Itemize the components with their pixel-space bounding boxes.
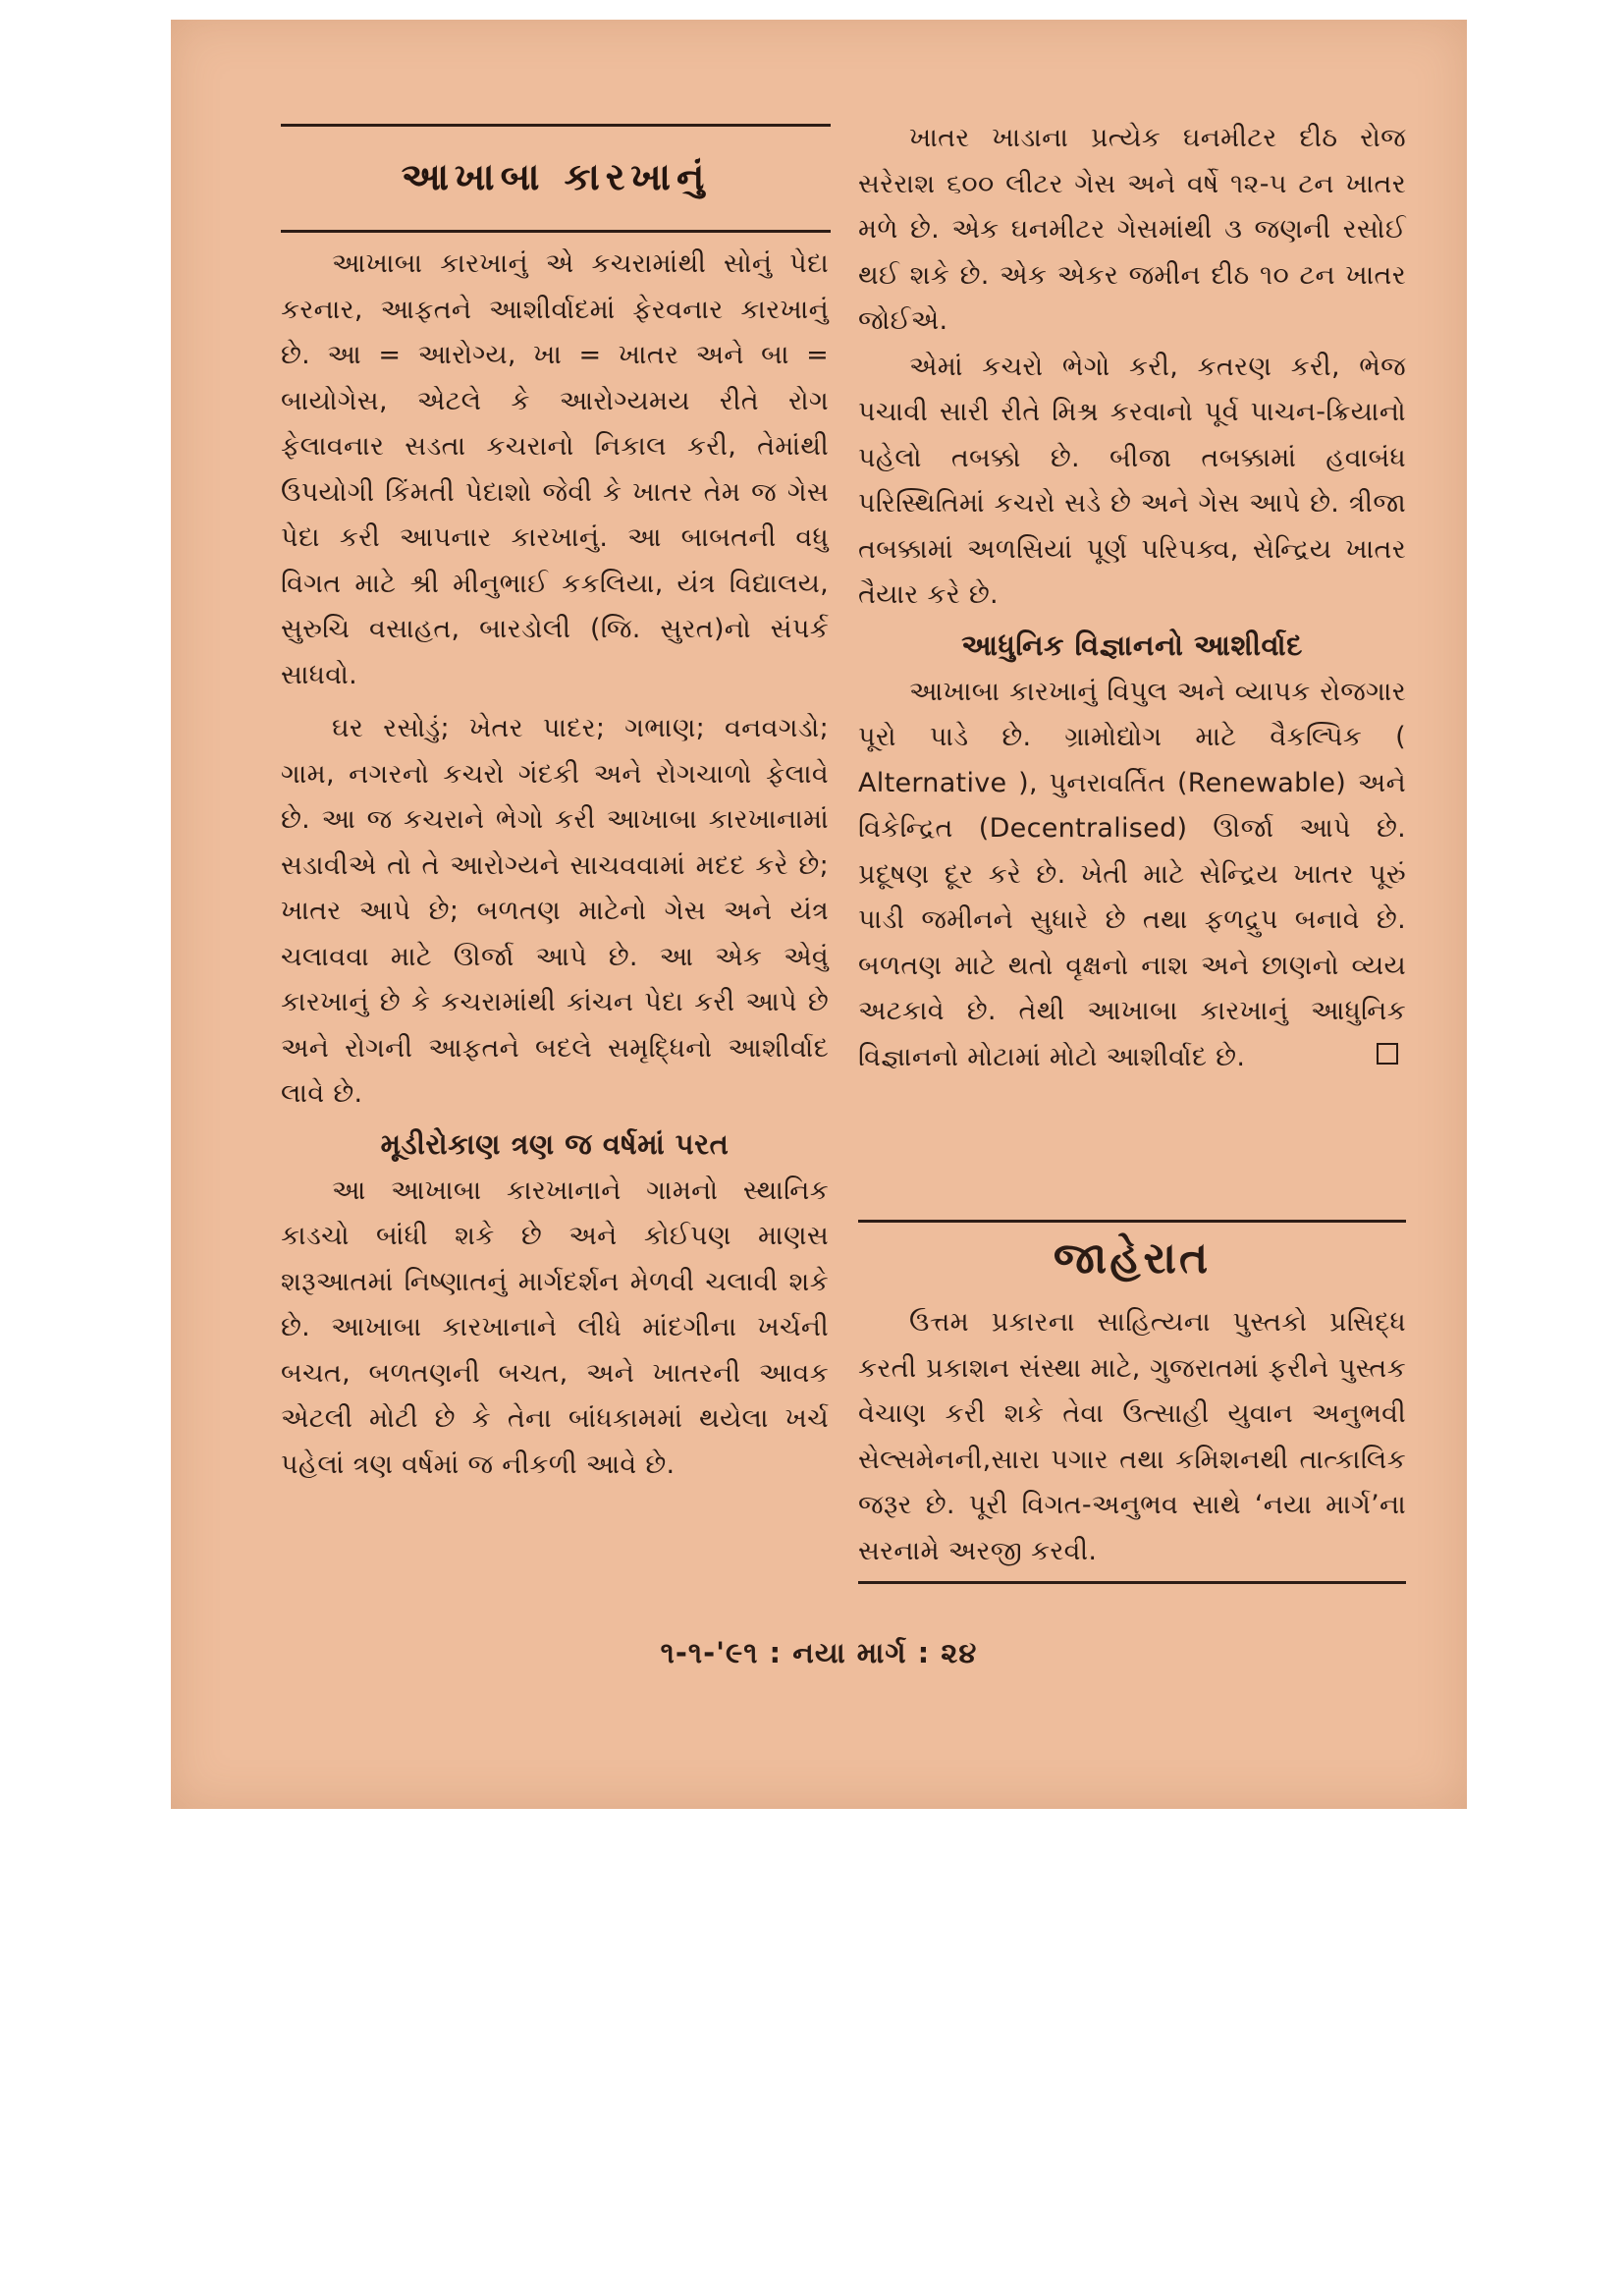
ad-title: જાહેરાત: [1053, 1233, 1212, 1284]
end-mark-icon: [1377, 1043, 1398, 1065]
body-paragraph: ઘર રસોડું; ખેતર પાદર; ગભાણ; વનવગડો; ગામ, નગરનો કચરો ગંદકી અને રોગચાળો ફેલાવે છે. આ જ કચરાને ભેગો કરી આખાબા કારખાનામાં સડાવીએ તો તે આરોગ્યને સાચવવામાં મદદ કરે છે; ખાતર આપે છે; બળતણ માટેનો ગેસ અને યંત્ર ચલાવવા માટે ઊર્જા આપે છે. આ એક એવું કારખાનું છે કે કચરામાંથી કાંચન પેદા કરી આપે છે અને રોગની આફતને બદલે સમૃદ્ધિનો આશીર્વાદ લાવે છે.: [281, 713, 829, 1109]
left-column: [281, 242, 829, 1488]
ad-rule-bottom: [858, 1581, 1406, 1584]
ad-box: [858, 1300, 1406, 1574]
title-rule-top: [281, 124, 831, 127]
body-paragraph: આખાબા કારખાનું એ કચરામાંથી સોનું પેદા કરનાર, આફતને આશીર્વાદમાં ફેરવનાર કારખાનું છે. આ = આરોગ્ય, ખા = ખાતર અને બા = બાયોગેસ, એટલે કે આરોગ્યમય રીતે રોગ ફેલાવનાર સડતા કચરાનો નિકાલ કરી, તેમાંથી ઉપયોગી કિંમતી પેદાશો જેવી કે ખાતર તેમ જ ગેસ પેદા કરી આપનાર કારખાનું. આ બાબતની વધુ વિગત માટે શ્રી મીનુભાઈ કકલિયા, યંત્ર વિદ્યાલય, સુરુચિ વસાહત, બારડોલી (જિ. સુરત)નો સંપર્ક સાધવો.: [281, 248, 829, 690]
body-paragraph: આ આખાબા કારખાનાને ગામનો સ્થાનિક કાડચો બાંધી શકે છે અને કોઈપણ માણસ શરૂઆતમાં નિષ્ણાતનું માર્ગદર્શન મેળવી ચલાવી શકે છે. આખાબા કારખાનાને લીધે માંદગીના ખર્ચની બચત, બળતણની બચત, અને ખાતરની આવક એટલી મોટી છે કે તેના બાંધકામમાં થયેલા ખર્ચ પહેલાં ત્રણ વર્ષમાં જ નીકળી આવે છે.: [281, 1175, 829, 1480]
article-title: આખાબા કારખાનું: [401, 155, 711, 198]
body-paragraph: આખાબા કારખાનું વિપુલ અને વ્યાપક રોજગાર પૂરો પાડે છે. ગ્રામોદ્યોગ માટે વૈકલ્પિક ( Alternative ), પુનરાવર્તિત (Renewable) અને વિકેન્દ્રિત (Decentralised) ઊર્જા આપે છે. પ્રદૂષણ દૂર કરે છે. ખેતી માટે સેન્દ્રિય ખાતર પૂરું પાડી જમીનને સુધારે છે તથા ફળદ્રુપ બનાવે છે. બળતણ માટે થતો વૃક્ષનો નાશ અને છાણનો વ્યય અટકાવે છે. તેથી આખાબા કારખાનું આધુનિક વિજ્ઞાનનો મોટામાં મોટો આશીર્વાદ છે.: [858, 676, 1406, 1072]
ad-rule-top: [858, 1220, 1406, 1223]
body-paragraph: એમાં કચરો ભેગો કરી, કતરણ કરી, ભેજ પચાવી સારી રીતે મિશ્ર કરવાનો પૂર્વ પાચન-ક્રિયાનો પહેલો તબક્કો છે. બીજા તબક્કામાં હવાબંધ પરિસ્થિતિમાં કચરો સડે છે અને ગેસ આપે છે. ત્રીજા તબક્કામાં અળસિયાં પૂર્ણ પરિપક્વ, સેન્દ્રિય ખાતર તૈયાર કરે છે.: [858, 351, 1406, 610]
body-paragraph: ખાતર ખાડાના પ્રત્યેક ઘનમીટર દીઠ રોજ સરેરાશ ૬૦૦ લીટર ગેસ અને વર્ષે ૧૨-૫ ટન ખાતર મળે છે. એક ઘનમીટર ગેસમાંથી ૩ જણની રસોઈ થઈ શકે છે. એક એકર જમીન દીઠ ૧૦ ટન ખાતર જોઈએ.: [858, 123, 1406, 336]
section-heading: મૂડીરોકાણ ત્રણ જ વર્ષમાં પરત: [380, 1126, 730, 1161]
right-column: [858, 116, 1406, 1080]
magazine-page: [171, 20, 1467, 1809]
section-heading: આધુનિક વિજ્ઞાનનો આશીર્વાદ: [961, 628, 1303, 662]
title-rule-bottom: [281, 230, 831, 233]
page-footer: ૧-૧-'૯૧ : નયા માર્ગ : ૨૪: [660, 1636, 978, 1669]
ad-text: ઉત્તમ પ્રકારના સાહિત્યના પુસ્તકો પ્રસિદ્ધ કરતી પ્રકાશન સંસ્થા માટે, ગુજરાતમાં ફરીને પુસ્તક વેચાણ કરી શકે તેવા ઉત્સાહી યુવાન અનુભવી સેલ્સમેનની,સારા પગાર તથા કમિશનથી તાત્કાલિક જરૂર છે. પૂરી વિગત-અનુભવ સાથે ‘નયા માર્ગ’ના સરનામે અરજી કરવી.: [858, 1307, 1406, 1566]
